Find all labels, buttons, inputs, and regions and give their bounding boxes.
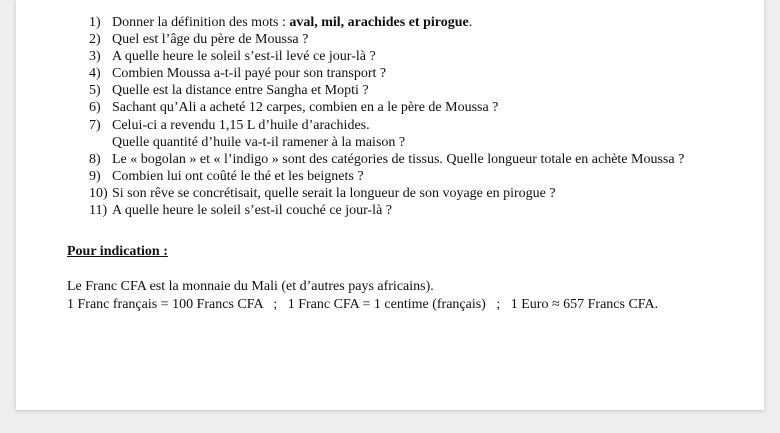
- question-number: 9): [89, 168, 101, 184]
- question-number: 4): [89, 66, 101, 82]
- question-number: 3): [89, 49, 101, 65]
- indication-line-currency: Le Franc CFA est la monnaie du Mali (et d’autres pays africains).: [67, 279, 434, 294]
- question-item: [89, 99, 684, 116]
- question-text: Le « bogolan » et « l’indigo » sont des catégories de tissus. Quelle longueur totale en achète Moussa ?: [112, 151, 685, 167]
- question-item: [89, 151, 684, 168]
- question-item: [89, 82, 684, 99]
- question-number: 10): [89, 185, 108, 201]
- question-continuation: [89, 134, 684, 151]
- question-item: [89, 117, 684, 134]
- question-text: A quelle heure le soleil s’est-il couché ce jour-là ?: [112, 203, 392, 219]
- question-number: 5): [89, 83, 101, 99]
- question-number: 1): [89, 15, 101, 30]
- question-text: Celui-ci a revendu 1,15 L d’huile d’arachides.: [112, 117, 370, 133]
- question-number: 7): [89, 117, 101, 133]
- question-item: [89, 202, 684, 219]
- question-text: Si son rêve se concrétisait, quelle serait la longueur de son voyage en pirogue ?: [112, 185, 556, 201]
- question-text: Combien Moussa a-t-il payé pour son transport ?: [112, 66, 387, 82]
- question-item: [89, 48, 684, 65]
- question-item: [89, 31, 684, 48]
- question-text: Quel est l’âge du père de Moussa ?: [112, 32, 309, 48]
- question-text: Donner la définition des mots :: [112, 15, 290, 30]
- question-number: 11): [89, 203, 108, 219]
- question-item: [89, 14, 684, 31]
- question-number: 2): [89, 32, 101, 48]
- question-tail: .: [468, 15, 473, 30]
- question-text: Sachant qu’Ali a acheté 12 carpes, combien en a le père de Moussa ?: [112, 100, 499, 116]
- indication-line-rates: 1 Franc français = 100 Francs CFA ; 1 Franc CFA = 1 centime (français) ; 1 Euro ≈ 657 Francs CFA.: [67, 296, 659, 312]
- document-page: [16, 0, 764, 410]
- indication-paragraph: [67, 278, 658, 313]
- question-item: [89, 185, 684, 202]
- question-bold-words: aval, mil, arachides et pirogue: [289, 15, 469, 30]
- question-text: Quelle est la distance entre Sangha et Mopti ?: [112, 83, 369, 99]
- indication-heading: Pour indication :: [67, 244, 168, 259]
- question-item: [89, 168, 684, 185]
- question-list: [89, 14, 684, 219]
- question-text: Combien lui ont coûté le thé et les beignets ?: [112, 168, 364, 184]
- question-item: [89, 65, 684, 82]
- question-text: A quelle heure le soleil s’est-il levé ce jour-là ?: [112, 49, 376, 65]
- question-text: Quelle quantité d’huile va-t-il ramener à la maison ?: [112, 134, 406, 150]
- question-number: 8): [89, 151, 101, 167]
- question-number: 6): [89, 100, 101, 116]
